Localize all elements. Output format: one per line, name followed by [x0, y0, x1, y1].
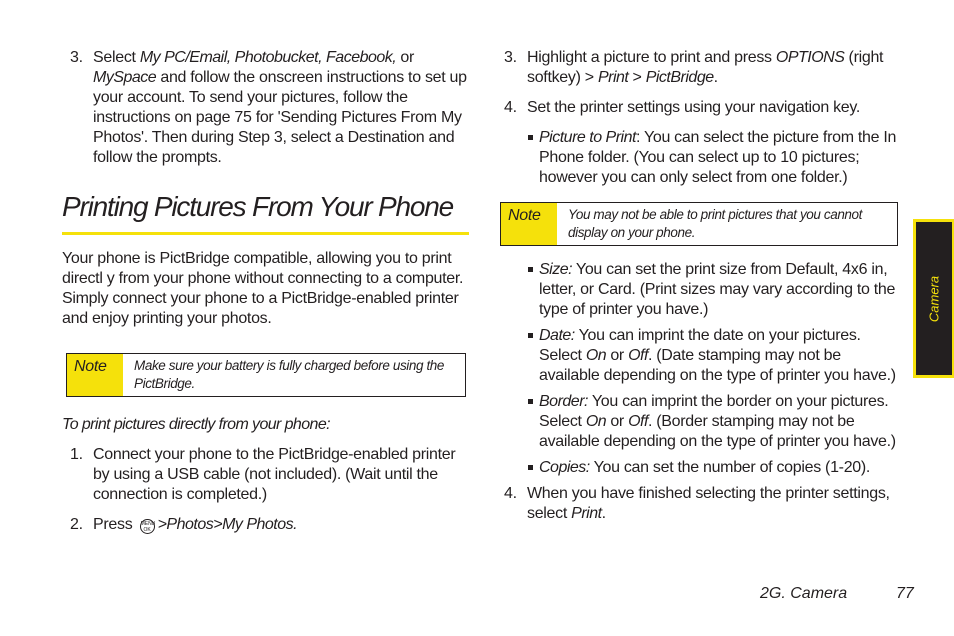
- step-number: 1.: [70, 446, 83, 463]
- bullet-label: Border:: [539, 393, 588, 410]
- bullet-label: Copies:: [539, 459, 590, 476]
- step-text: (right softkey) >: [527, 49, 884, 86]
- bullet-marker: [528, 135, 533, 140]
- step-text: or: [396, 49, 415, 66]
- chapter-tab: [913, 219, 954, 378]
- bullet-border: [500, 392, 900, 452]
- step-number: 4.: [504, 99, 517, 116]
- key-bottom-label: OK: [143, 527, 151, 533]
- intro-paragraph: Your phone is PictBridge compatible, allowing you to print directl y from your phone without connecting to a computer. Simply connect your phone to a PictBridge-enabled printer and enjoy printing your photos.: [62, 250, 464, 327]
- bullet-text: You can set the number of copies (1-20).: [589, 459, 871, 476]
- note-label: Note: [67, 354, 123, 396]
- step-3-highlight: [500, 48, 900, 88]
- bullet-copies: [500, 458, 900, 478]
- step-text: When you have finished selecting the printer settings, select: [527, 485, 890, 522]
- options-softkey: OPTIONS: [775, 49, 845, 66]
- step-text: Set the printer settings using your navigation key.: [527, 99, 861, 116]
- option-off: Off: [628, 347, 648, 364]
- procedure-subheading: To print pictures directly from your phone:: [62, 416, 330, 433]
- step-4-settings: [500, 98, 900, 118]
- step-4-finish: [500, 484, 900, 524]
- menu-pictbridge: PictBridge: [645, 69, 714, 86]
- step-number: 3.: [504, 49, 517, 66]
- bullet-text: . (Date stamping may not be available depending on the type of printer you have.): [539, 347, 896, 384]
- bullet-text: or: [606, 413, 629, 430]
- note-text: You may not be able to print pictures that you cannot display on your phone.: [568, 207, 863, 240]
- option-off: Off: [628, 413, 648, 430]
- bullet-label: Size:: [539, 261, 573, 278]
- bullet-marker: [528, 465, 533, 470]
- bullet-text: You can set the print size from Default, 4x6 in, letter, or Card. (Print sizes may vary according to the type of printer you have.): [539, 261, 896, 318]
- bullet-date: [500, 326, 900, 386]
- option-on: On: [585, 413, 607, 430]
- step-text: Select: [93, 49, 140, 66]
- note-text: Make sure your battery is fully charged before using the PictBridge.: [134, 358, 445, 391]
- chapter-tab-inner: [916, 222, 952, 375]
- menu-print: Print: [597, 69, 629, 86]
- bullet-text: You can imprint the border on your pictures. Select: [539, 393, 889, 430]
- page-number: 77: [896, 585, 914, 602]
- step-text: and follow the onscreen instructions to set up your account. To send your pictures, follow the instructions on page 75 for 'Sending Pictures From My Photos'. Then during Step 3, select a Destination and follow the prompts.: [93, 69, 467, 166]
- bullet-text: You can imprint the date on your pictures. Select: [539, 327, 861, 364]
- bullet-text: : You can select the picture from the In Phone folder. (You can select up to 10 pictures; however you can only select from one folder.): [539, 129, 897, 186]
- step-2-press: [62, 515, 472, 535]
- step-text: >: [628, 69, 646, 86]
- bullet-marker: [528, 399, 533, 404]
- destination-option-myspace: MySpace: [93, 69, 157, 86]
- menu-print: Print: [571, 505, 602, 522]
- step-3-share: [62, 48, 472, 168]
- menu-path: >Photos>My Photos.: [157, 516, 298, 533]
- bullet-picture-to-print: [500, 128, 900, 188]
- left-column: [62, 48, 472, 545]
- chapter-tab-label: Camera: [926, 275, 942, 322]
- note-box: [66, 353, 466, 397]
- right-column: [500, 48, 900, 534]
- step-text: Press: [93, 516, 133, 533]
- note-label: Note: [501, 203, 557, 245]
- step-number: 3.: [70, 49, 83, 66]
- bullet-size: [500, 260, 900, 320]
- step-number: 4.: [504, 485, 517, 502]
- note-box: [500, 202, 898, 246]
- step-number: 2.: [70, 516, 83, 533]
- option-on: On: [585, 347, 607, 364]
- step-text: .: [601, 505, 606, 522]
- footer-section-title: 2G. Camera: [760, 585, 848, 602]
- bullet-text: or: [606, 347, 629, 364]
- step-text: Connect your phone to the PictBridge-enabled printer by using a USB cable (not included). (Wait until the connection is completed.): [93, 446, 456, 503]
- bullet-label: Picture to Print: [539, 129, 636, 146]
- step-text: .: [713, 69, 718, 86]
- destination-options: My PC/Email, Photobucket, Facebook,: [139, 49, 397, 66]
- bullet-label: Date:: [539, 327, 575, 344]
- step-text: Highlight a picture to print and press: [527, 49, 776, 66]
- menu-ok-key-icon: [140, 519, 155, 534]
- bullet-marker: [528, 267, 533, 272]
- bullet-text: . (Border stamping may not be available depending on the type of printer you have.): [539, 413, 896, 450]
- key-top-label: MENU: [140, 521, 156, 527]
- bullet-marker: [528, 333, 533, 338]
- step-1-connect: [62, 445, 472, 505]
- section-heading: Printing Pictures From Your Phone: [62, 190, 469, 235]
